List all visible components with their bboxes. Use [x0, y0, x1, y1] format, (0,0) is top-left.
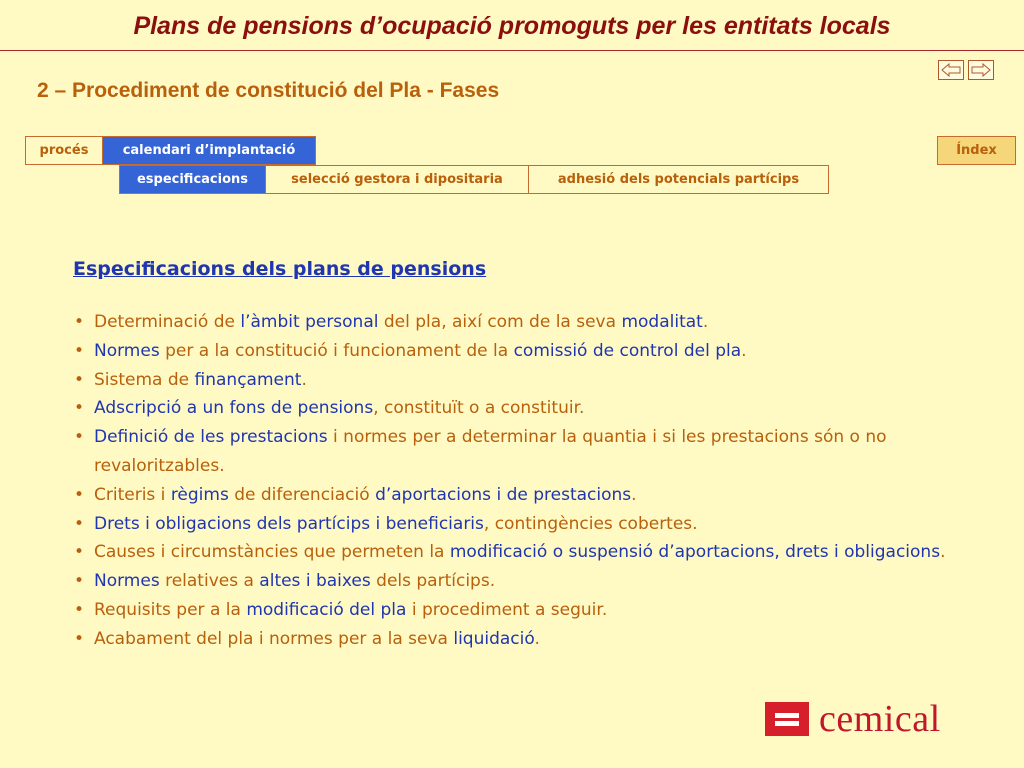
- list-item-segment: liquidació: [453, 628, 535, 649]
- list-item-segment: finançament: [194, 369, 302, 390]
- list-item-segment: Normes: [94, 571, 160, 592]
- next-slide-button[interactable]: [968, 60, 994, 80]
- list-item-segment: Normes: [94, 340, 160, 361]
- list-item-segment: d’aportacions i de prestacions: [375, 484, 632, 505]
- list-item-segment: Adscripció a un fons de pensions: [94, 398, 374, 419]
- list-item-segment: modalitat: [621, 312, 703, 332]
- tab-proces[interactable]: procés: [25, 136, 103, 165]
- list-item-segment: Definició de les prestacions: [94, 427, 328, 448]
- tab-adhesio-participis[interactable]: adhesió dels potencials partícips: [528, 165, 829, 194]
- slide-navigation: [938, 60, 994, 80]
- list-item-segment: comissió de control del pla: [513, 340, 742, 361]
- list-item-segment: , constituït o a constituir.: [373, 398, 585, 419]
- tab-seleccio-gestora[interactable]: selecció gestora i dipositaria: [265, 165, 529, 194]
- section-subtitle: 2 – Procediment de constitució del Pla - Fases: [37, 79, 500, 102]
- prev-slide-button[interactable]: [938, 60, 964, 80]
- list-item-segment: dels partícips.: [370, 571, 496, 592]
- list-item-segment: .: [631, 484, 637, 505]
- title-divider: [0, 50, 1024, 51]
- list-item-segment: Criteris: [94, 484, 156, 505]
- list-item: [72, 567, 982, 596]
- list-item-segment: .: [702, 312, 709, 332]
- list-item-segment: l’àmbit personal: [240, 312, 379, 332]
- list-item: [72, 481, 982, 510]
- list-item-segment: règims: [170, 484, 229, 505]
- list-item-segment: altes i baixes: [259, 571, 371, 592]
- list-item-segment: i normes per a determinar la quantia i si les prestacions són o no revaloritzables.: [94, 427, 887, 476]
- list-item-segment: , contingències cobertes.: [483, 513, 698, 534]
- list-item-segment: de diferenciació: [228, 484, 376, 505]
- section-heading: Especificacions dels plans de pensions: [73, 258, 487, 280]
- equals-logo-icon: [765, 702, 809, 736]
- list-item: [72, 337, 982, 366]
- tab-calendari-implantacio[interactable]: calendari d’implantació: [102, 136, 316, 165]
- tab-especificacions[interactable]: especificacions: [119, 165, 266, 194]
- list-item-segment: .: [301, 369, 307, 390]
- list-item-segment: Sistema de: [94, 369, 195, 390]
- page-title: Plans de pensions d’ocupació promoguts per les entitats locals: [133, 12, 891, 40]
- list-item: [72, 394, 982, 423]
- list-item-segment: i procediment a seguir.: [406, 599, 608, 620]
- list-item: [72, 510, 982, 539]
- logo-text: cemical: [819, 698, 941, 740]
- list-item-segment: i: [155, 484, 171, 505]
- list-item-segment: Causes i circumstàncies que permeten la: [94, 542, 450, 563]
- list-item: [72, 538, 982, 567]
- list-item: [72, 596, 982, 625]
- list-item-segment: per a la constitució i funcionament de la: [159, 340, 514, 361]
- list-item: [72, 366, 982, 395]
- list-item-segment: del pla, així com de la seva: [378, 312, 622, 332]
- index-button[interactable]: Índex: [937, 136, 1016, 165]
- arrow-right-icon: [971, 63, 991, 77]
- list-item-segment: Determinació de: [94, 312, 241, 332]
- list-item-segment: Requisits per a la: [94, 599, 247, 620]
- list-item-segment: modificació o suspensió d’aportacions, drets i obligacions: [449, 542, 941, 563]
- specifications-list: [72, 308, 982, 654]
- list-item-segment: .: [741, 340, 747, 361]
- arrow-left-icon: [941, 63, 961, 77]
- list-item-segment: modificació del pla: [246, 599, 407, 620]
- cemical-logo: [765, 700, 941, 738]
- list-item: [72, 423, 982, 481]
- list-item: [72, 625, 982, 654]
- list-item-segment: .: [940, 542, 946, 563]
- list-item-segment: Acabament del pla i normes per a la seva: [94, 628, 454, 649]
- list-item-segment: relatives a: [159, 571, 260, 592]
- list-item-segment: Drets i obligacions dels partícips i beneficiaris: [94, 513, 484, 534]
- list-item-segment: .: [534, 628, 540, 649]
- list-item: [72, 308, 982, 337]
